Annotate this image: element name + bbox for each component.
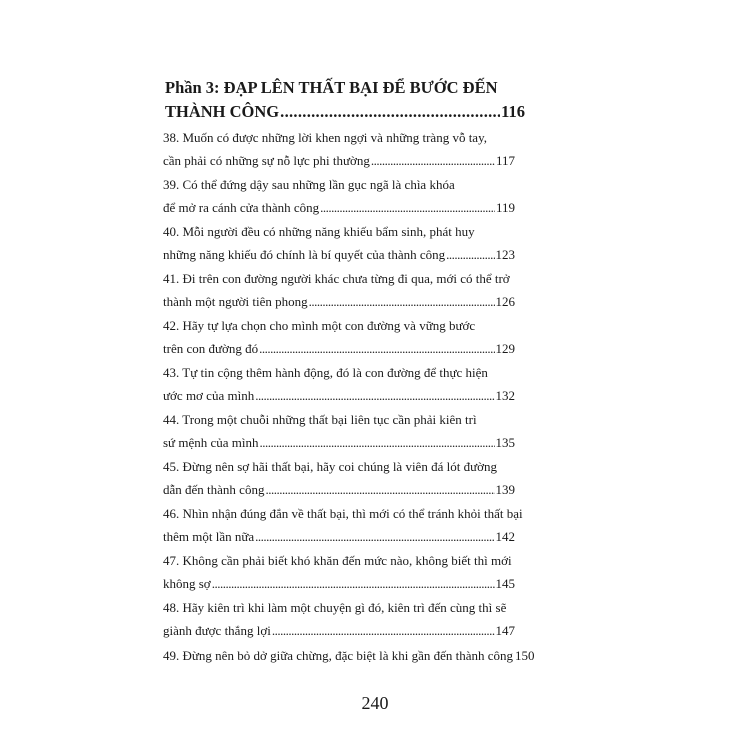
- toc-entry-title-continued: trên con đường đó: [163, 341, 259, 357]
- toc-entry-line: [163, 408, 515, 431]
- part-heading-line-1: [165, 76, 525, 100]
- toc-entry-line: [163, 196, 515, 219]
- toc-entry-title-continued: sứ mệnh của mình: [163, 435, 259, 451]
- toc-entry-title-continued: thêm một lần nữa: [163, 529, 255, 545]
- toc-page-number: 150: [515, 647, 535, 663]
- toc-entry-line: [163, 431, 515, 454]
- toc-entry-line: [163, 384, 515, 407]
- toc-entry: [163, 549, 515, 596]
- toc-entry-line: [163, 644, 535, 667]
- toc-entry: [163, 220, 515, 267]
- toc-entry-line: [163, 619, 515, 642]
- part-title-continued: THÀNH CÔNG: [165, 102, 280, 121]
- toc-entry-title: 41. Đi trên con đường người khác chưa từng đi qua, mới có thể trở: [163, 271, 510, 287]
- dot-leader: [260, 431, 495, 454]
- dot-leader: [255, 525, 494, 548]
- toc-entry-title-continued: thành một người tiên phong: [163, 294, 308, 310]
- toc-page-number: 145: [495, 576, 515, 592]
- toc-entry: [163, 361, 515, 408]
- toc-entry: [163, 314, 515, 361]
- toc-list: [163, 126, 535, 691]
- toc-entry-line: [163, 220, 515, 243]
- toc-entry-line: [163, 243, 515, 266]
- dot-leader: [320, 196, 495, 219]
- toc-entry-line: [163, 290, 515, 313]
- toc-page-number: 117: [495, 153, 515, 168]
- toc-entry-title-continued: dẫn đến thành công: [163, 482, 265, 498]
- toc-entry: [163, 502, 523, 549]
- toc-entry: [163, 408, 515, 455]
- part-heading-line-2: [165, 100, 525, 124]
- toc-page-number: 147: [495, 623, 515, 639]
- part-heading: [165, 76, 525, 124]
- dot-leader: [371, 149, 495, 172]
- toc-page-number: 135: [495, 435, 515, 451]
- toc-entry-title-continued: không sợ: [163, 576, 211, 592]
- toc-entry-title: 42. Hãy tự lựa chọn cho mình một con đường và vững bước: [163, 318, 476, 334]
- toc-entry: [163, 644, 535, 691]
- toc-entry-line: [163, 596, 515, 619]
- part-page-number: 116: [501, 102, 525, 121]
- toc-entry-line: [163, 549, 515, 572]
- toc-entry-line: [163, 455, 515, 478]
- toc-entry-line: [163, 502, 523, 525]
- toc-page-number: 142: [495, 529, 515, 545]
- toc-entry-line: [163, 126, 515, 149]
- toc-entry-line: [163, 572, 515, 595]
- toc-entry-line: [163, 149, 515, 172]
- toc-entry-title-continued: ước mơ của mình: [163, 388, 255, 404]
- toc-page-number: 139: [495, 482, 515, 498]
- toc-entry-title: 46. Nhìn nhận đúng đắn về thất bại, thì mới có thể tránh khỏi thất bại: [163, 506, 523, 522]
- toc-entry: [163, 455, 515, 502]
- toc-page-number: 123: [495, 247, 515, 263]
- dot-leader: [212, 572, 495, 595]
- toc-entry-title: 38. Muốn có được những lời khen ngợi và những tràng vỗ tay,: [163, 130, 487, 145]
- dot-leader: [280, 100, 500, 124]
- toc-entry-line: [163, 337, 515, 360]
- toc-entry-title-continued: để mở ra cánh cửa thành công: [163, 200, 320, 216]
- toc-entry: [163, 173, 515, 220]
- toc-entry-title: 39. Có thể đứng dậy sau những lần gục ngã là chìa khóa: [163, 177, 455, 193]
- toc-entry-title: 45. Đừng nên sợ hãi thất bại, hãy coi chúng là viên đá lót đường: [163, 459, 497, 475]
- toc-entry-title: 48. Hãy kiên trì khi làm một chuyện gì đó, kiên trì đến cùng thì sẽ: [163, 600, 507, 616]
- toc-entry-title-continued: cần phải có những sự nỗ lực phi thường: [163, 153, 370, 168]
- toc-entry-line: [163, 173, 515, 196]
- folio-page-number: 240: [361, 693, 389, 713]
- toc-page-number: 119: [495, 200, 515, 216]
- toc-entry-title: 49. Đừng nên bỏ dở giữa chừng, đặc biệt là khi gần đến thành công: [163, 647, 514, 663]
- toc-entry-title: 43. Tự tin cộng thêm hành động, đó là con đường để thực hiện: [163, 365, 488, 381]
- dot-leader: [272, 619, 495, 642]
- toc-entry-line: [163, 361, 515, 384]
- toc-entry-title-continued: giành được thắng lợi: [163, 623, 271, 639]
- toc-entry-title-continued: những năng khiếu đó chính là bí quyết của thành công: [163, 247, 446, 263]
- toc-page-number: 132: [495, 388, 515, 404]
- toc-entry: [163, 126, 515, 173]
- dot-leader: [259, 337, 494, 360]
- dot-leader: [255, 384, 494, 407]
- toc-entry-title: 40. Mỗi người đều có những năng khiếu bẩm sinh, phát huy: [163, 224, 475, 240]
- toc-entry: [163, 267, 515, 314]
- toc-entry-line: [163, 314, 515, 337]
- part-title: Phần 3: ĐẠP LÊN THẤT BẠI ĐỂ BƯỚC ĐẾN: [165, 78, 498, 97]
- dot-leader: [309, 290, 495, 313]
- toc-entry-line: [163, 525, 515, 548]
- toc-page-number: 126: [495, 294, 515, 310]
- dot-leader: [446, 243, 494, 266]
- toc-entry-title: 47. Không cần phải biết khó khăn đến mức nào, không biết thì mới: [163, 553, 512, 569]
- dot-leader: [265, 478, 494, 501]
- toc-entry-line: [163, 267, 515, 290]
- toc-entry-title: 44. Trong một chuỗi những thất bại liên tục cần phải kiên trì: [163, 412, 477, 428]
- toc-page-number: 129: [495, 341, 515, 357]
- toc-entry-line: [163, 478, 515, 501]
- toc-entry: [163, 596, 515, 643]
